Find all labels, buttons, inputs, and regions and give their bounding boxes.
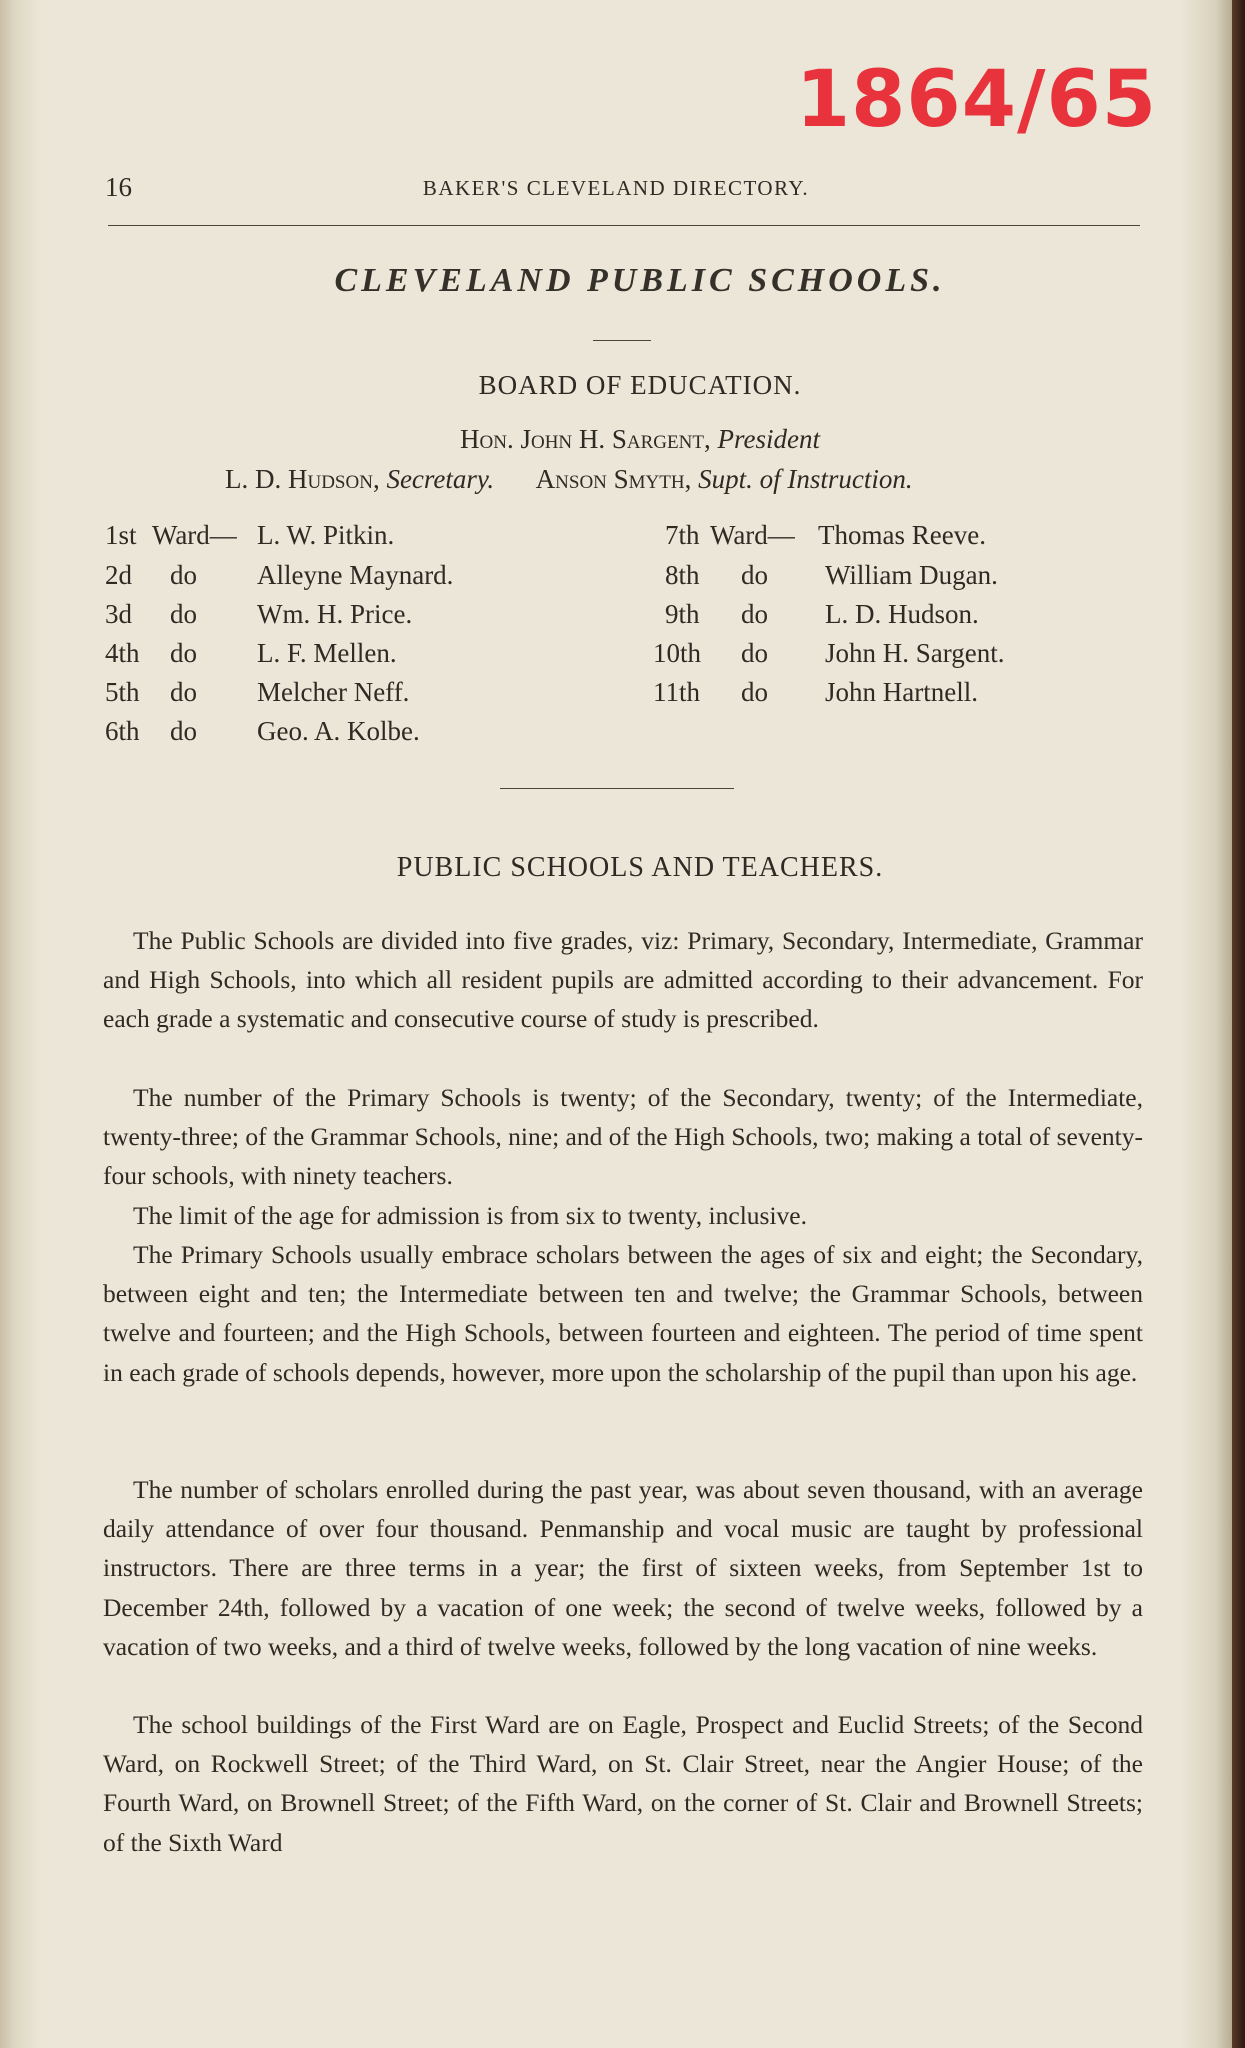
board-president [0,424,1245,455]
president-title: President [717,424,820,454]
year-stamp: 1864/65 [795,55,1157,145]
section-heading: PUBLIC SCHOOLS AND TEACHERS. [396,852,884,883]
board-heading: BOARD OF EDUCATION. [478,370,802,400]
board-officers [225,464,913,495]
supt-name: Anson Smyth, [535,464,692,494]
paragraph: The Primary Schools usually embrace scholars between the ages of six and eight; the Secondary, between eight and ten; the Intermediate between ten and twelve; the Grammar Schools, between twelve and fourteen; and the High Schools, between fourteen and eighteen. The period of time spent in each grade of schools depends, however, more upon the scholarship of the pupil than upon his age. [103,1240,1143,1387]
page-title: CLEVELAND PUBLIC SCHOOLS. [334,262,946,299]
paragraph: The school buildings of the First Ward are on Eagle, Prospect and Euclid Streets; of the Second Ward, on Rockwell Street; of the Third Ward, on St. Clair Street, near the Angier House; of the Fourth Ward, on Brownell Street; of the Fifth Ward, on the corner of St. Clair and Brownell Streets; of the Sixth Ward [103,1710,1143,1857]
paragraph: The Public Schools are divided into five grades, viz: Primary, Secondary, Intermediate, Grammar and High Schools, into which all resident pupils are admitted according to their advancement. For each grade a systematic and consecutive course of study is prescribed. [103,926,1143,1034]
header-rule [108,225,1140,226]
paragraph: The number of the Primary Schools is twenty; of the Secondary, twenty; of the Intermediate, twenty-three; of the Grammar Schools, nine; and of the High Schools, two; making a total of seventy-four schools, with ninety teachers. [103,1083,1143,1191]
paragraph: The limit of the age for admission is from six to twenty, inclusive. [133,1201,807,1230]
secretary-name: L. D. Hudson, [225,464,380,494]
supt-title: Supt. of Instruction. [698,464,913,494]
section-rule [500,788,734,789]
president-name: Hon. John H. Sargent, [460,424,711,454]
book-spine [1232,0,1245,2048]
page-number: 16 [105,172,132,202]
directory-page: 1864/65 16 BAKER'S CLEVELAND DIRECTORY. CLEVELAND PUBLIC SCHOOLS. BOARD OF EDUCATION. Hon. John H. Sargent, President L. D. Hudson, Secretary. Anson Smyth, Supt. of Instruction. 1st Ward— L. W. Pitkin. 2d do Alleyne Maynard. 3d do Wm. H. Price. 4th do L. F. Mellen. 5th do Melcher Neff. 6th do Geo. A. Kolbe. 7th Ward— Thomas Reeve. 8th do William Dugan. 9th do L. D. Hudson. 10th do John H. Sargent. 11th do John Hartnell. PUBLIC SCHOOLS AND TEACHERS. The Public Schools are divided into five grades, viz: Primary, Secondary, Intermediate, Grammar and High Schools, into which all resident pupils are admitted according to their advancement. For each grade a systematic and consecutive course of study is prescribed. The number of the Primary Schools is twenty; of the Secondary, twenty; of the Intermediate, twenty-three; of the Grammar Schools, nine; and of the High Schools, two; making a total of seventy-four schools, with ninety teachers. The limit of the age for admission is from six to twenty, inclusive. The Primary Schools usually embrace scholars between the ages of six and eight; the Secondary, between eight and ten; the Intermediate between ten and twelve; the Grammar Schools, between twelve and fourteen; and the High Schools, between fourteen and eighteen. The period of time spent in each grade of schools depends, however, more upon the scholarship of the pupil than upon his age. The number of scholars enrolled during the past year, was about seven thousand, with an average daily attendance of over four thousand. Penmanship and vocal music are taught by professional instructors. There are three terms in a year; the first of sixteen weeks, from September 1st to December 24th, followed by a vacation of one week; the second of twelve weeks, followed by a vacation of two weeks, and a third of twelve weeks, followed by the long vacation of nine weeks. The school buildings of the First Ward are on Eagle, Prospect and Euclid Streets; of the Second Ward, on Rockwell Street; of the Third Ward, on St. Clair Street, near the Angier House; of the Fourth Ward, on Brownell Street; of the Fifth Ward, on the corner of St. Clair and Brownell Streets; of the Sixth Ward [0,0,1232,2048]
secretary-title: Secretary. [386,464,495,494]
paragraph: The number of scholars enrolled during the past year, was about seven thousand, with an average daily attendance of over four thousand. Penmanship and vocal music are taught by professional instructors. There are three terms in a year; the first of sixteen weeks, from September 1st to December 24th, followed by a vacation of one week; the second of twelve weeks, followed by a vacation of two weeks, and a third of twelve weeks, followed by the long vacation of nine weeks. [103,1475,1143,1661]
running-head: BAKER'S CLEVELAND DIRECTORY. [422,176,810,200]
title-rule [593,340,651,341]
